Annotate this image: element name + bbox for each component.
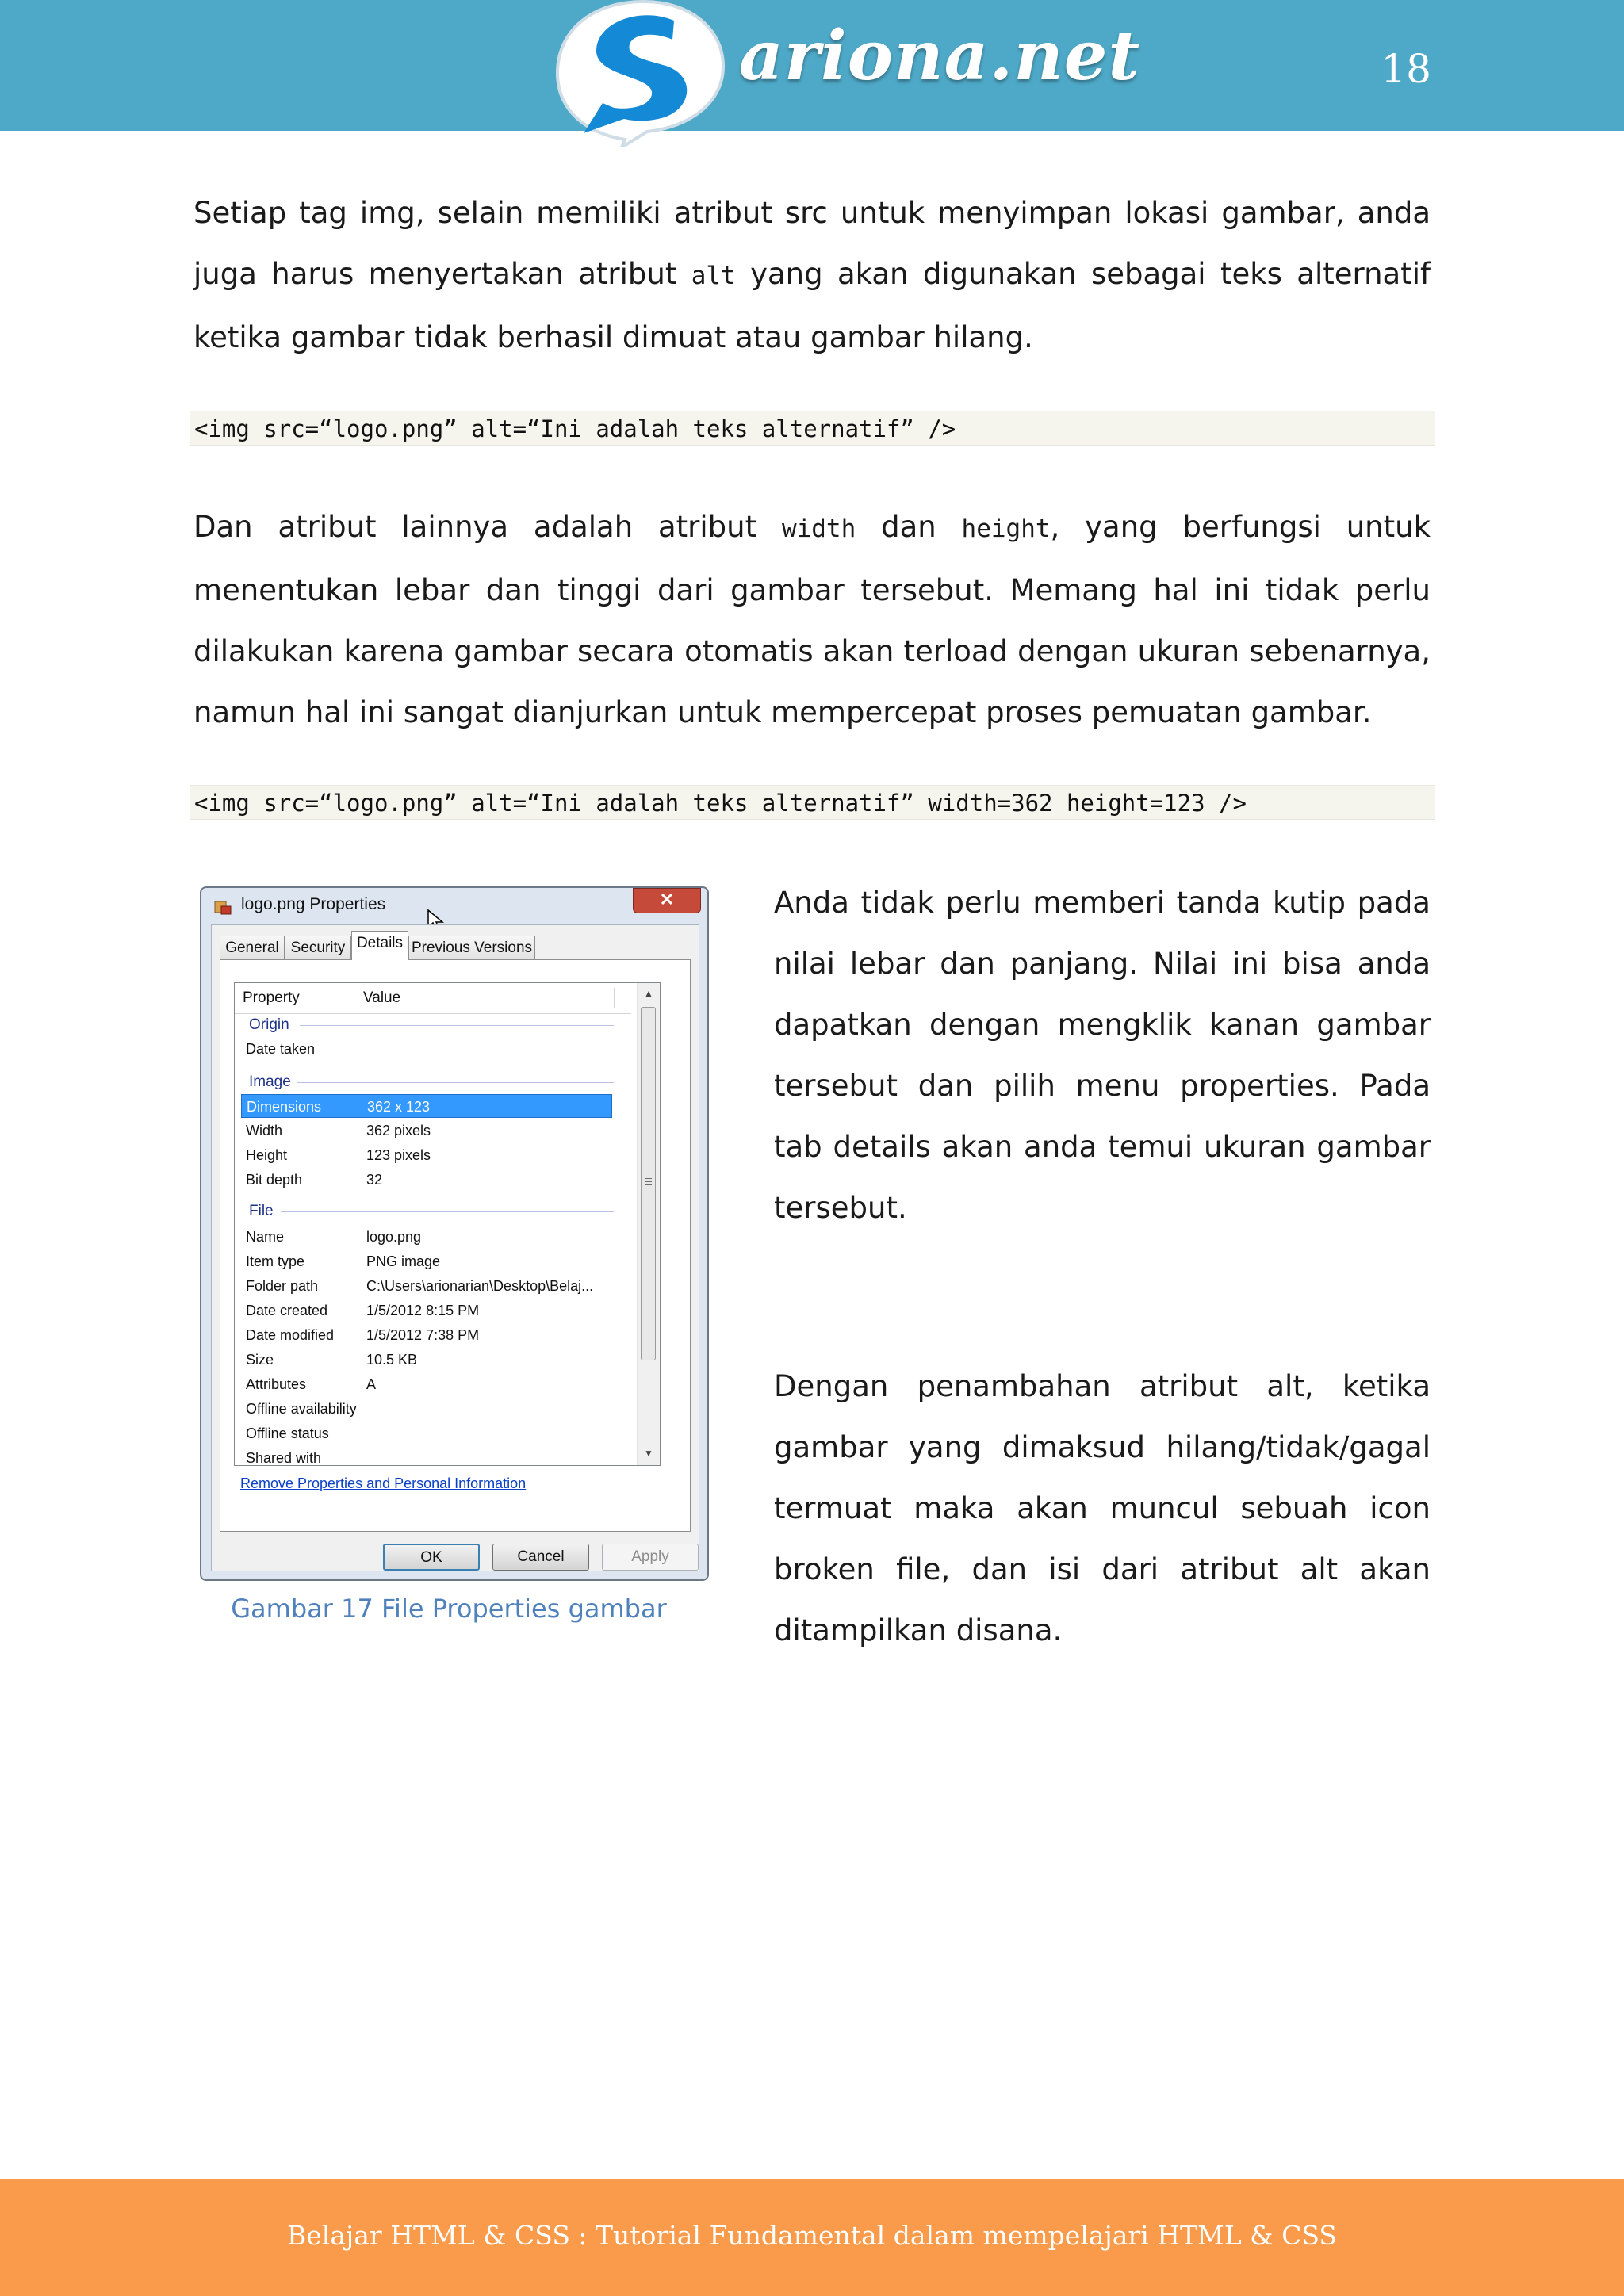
code-block-img-size: <img src=“logo.png” alt=“Ini adalah teks alternatif” width=362 height=123 />	[190, 785, 1435, 820]
list-item	[241, 1037, 612, 1061]
list-item	[241, 1143, 612, 1167]
property-name: Date created	[246, 1303, 328, 1318]
list-item	[241, 1372, 612, 1396]
property-name: Shared with	[246, 1450, 322, 1466]
property-value: 1/5/2012 7:38 PM	[366, 1327, 480, 1343]
list-item	[241, 1422, 612, 1445]
property-value: PNG image	[366, 1253, 441, 1269]
list-item	[241, 1299, 612, 1322]
list-item	[241, 1249, 612, 1273]
cancel-button: Cancel	[492, 1544, 589, 1571]
figure-caption: Gambar 17 File Properties gambar	[231, 1594, 667, 1624]
dialog-body	[211, 924, 699, 1571]
scroll-thumb	[641, 1007, 656, 1360]
apply-button: Apply	[602, 1544, 699, 1571]
column-header-value: Value	[363, 989, 401, 1006]
group-image	[249, 1070, 614, 1094]
group-label: Image	[249, 1073, 291, 1090]
list-item	[241, 1323, 612, 1347]
tab-general: General	[220, 936, 285, 959]
property-name: Size	[246, 1352, 274, 1368]
property-name: Bit depth	[246, 1172, 303, 1188]
list-item	[241, 1274, 612, 1298]
page-header	[0, 0, 1624, 131]
tab-previous-versions: Previous Versions	[408, 936, 535, 959]
property-name: Dimensions	[247, 1099, 322, 1115]
inline-code-alt: alt	[691, 262, 736, 290]
property-value: A	[366, 1376, 377, 1392]
close-icon: ✕	[633, 888, 701, 913]
paragraph-properties-hint: Anda tidak perlu memberi tanda kutip pada nilai lebar dan panjang. Nilai ini bisa anda dapatkan dengan mengklik kanan gambar tersebut dan pilih menu properties. Pada tab details akan anda temui ukuran gambar tersebut.	[774, 886, 1431, 1225]
speech-bubble-logo-icon	[555, 0, 737, 147]
remove-properties-link: Remove Properties and Personal Information	[240, 1475, 527, 1491]
property-name: Item type	[246, 1253, 305, 1269]
group-file	[249, 1200, 614, 1223]
paragraph-text: Dan atribut lainnya adalah atribut	[193, 510, 782, 544]
property-name: Date taken	[246, 1041, 316, 1057]
property-value: logo.png	[366, 1229, 422, 1245]
property-name: Date modified	[246, 1327, 335, 1343]
logo-text: ariona.net	[739, 16, 1141, 96]
group-label: File	[249, 1203, 274, 1219]
property-name: Folder path	[246, 1278, 319, 1294]
tab-details: Details	[351, 931, 408, 960]
property-name: Offline availability	[246, 1401, 357, 1417]
property-name: Name	[246, 1229, 285, 1245]
property-value: 123 pixels	[366, 1147, 431, 1163]
list-item	[241, 1119, 612, 1142]
page-footer	[0, 2179, 1624, 2296]
list-item	[241, 1397, 612, 1421]
property-name: Width	[246, 1123, 283, 1138]
list-item	[241, 1446, 612, 1466]
dialog-title: logo.png Properties	[241, 895, 386, 913]
property-value: C:\Users\arionarian\Desktop\Belaj...	[366, 1278, 594, 1294]
paragraph-alt-broken: Dengan penambahan atribut alt, ketika gambar yang dimaksud hilang/tidak/gagal termuat maka akan muncul sebuah icon broken file, dan isi dari atribut alt akan ditampilkan disana.	[774, 1369, 1431, 1647]
list-item	[241, 1348, 612, 1372]
scroll-up-arrow-icon: ▲	[644, 988, 653, 999]
paragraph-text: , yang berfungsi untuk menentukan lebar dan tinggi dari gambar tersebut. Memang hal ini tidak perlu dilakukan karena gambar secara otomatis akan terload dengan ukuran sebenarnya, namun hal ini sangat dianjurkan untuk mempercepat proses pemuatan gambar.	[193, 510, 1431, 729]
list-item	[241, 1225, 612, 1249]
paragraph-width-height	[193, 496, 1431, 743]
site-logo	[555, 0, 1141, 147]
column-header-property: Property	[243, 989, 300, 1006]
page-number: 18	[1381, 46, 1431, 92]
property-name: Height	[246, 1147, 288, 1163]
inline-code-height: height	[961, 515, 1051, 543]
property-name: Offline status	[246, 1425, 329, 1441]
group-origin	[249, 1013, 614, 1037]
list-item	[241, 1168, 612, 1192]
image-file-icon	[214, 899, 232, 915]
footer-title: Belajar HTML & CSS : Tutorial Fundamental dalam mempelajari HTML & CSS	[287, 2220, 1337, 2251]
scroll-down-arrow-icon: ▼	[644, 1448, 653, 1459]
paragraph-text: dan	[856, 510, 962, 544]
property-value: 10.5 KB	[366, 1352, 418, 1368]
group-label: Origin	[249, 1016, 289, 1033]
paragraph-img-alt	[193, 182, 1431, 368]
properties-list	[234, 982, 661, 1466]
ok-button: OK	[383, 1544, 480, 1571]
code-block-img-alt: <img src=“logo.png” alt=“Ini adalah teks alternatif” />	[190, 411, 1435, 446]
properties-dialog-figure	[200, 886, 709, 1581]
list-header	[235, 983, 631, 1014]
property-value: 362 pixels	[366, 1123, 431, 1138]
paragraph-text: Setiap tag img, selain memiliki atribut src untuk menyimpan lokasi gambar, anda juga harus menyertakan atribut	[193, 196, 1431, 291]
paragraph-text: yang akan digunakan sebagai teks alternatif ketika gambar tidak berhasil dimuat atau gambar hilang.	[193, 257, 1431, 354]
property-value: 362 x 123	[367, 1099, 431, 1115]
property-value: 32	[366, 1172, 383, 1188]
property-value: 1/5/2012 8:15 PM	[366, 1303, 480, 1318]
inline-code-width: width	[781, 515, 856, 543]
tab-security: Security	[285, 936, 351, 959]
list-scrollbar	[637, 983, 660, 1465]
list-item-selected	[241, 1094, 612, 1118]
property-name: Attributes	[246, 1376, 307, 1392]
